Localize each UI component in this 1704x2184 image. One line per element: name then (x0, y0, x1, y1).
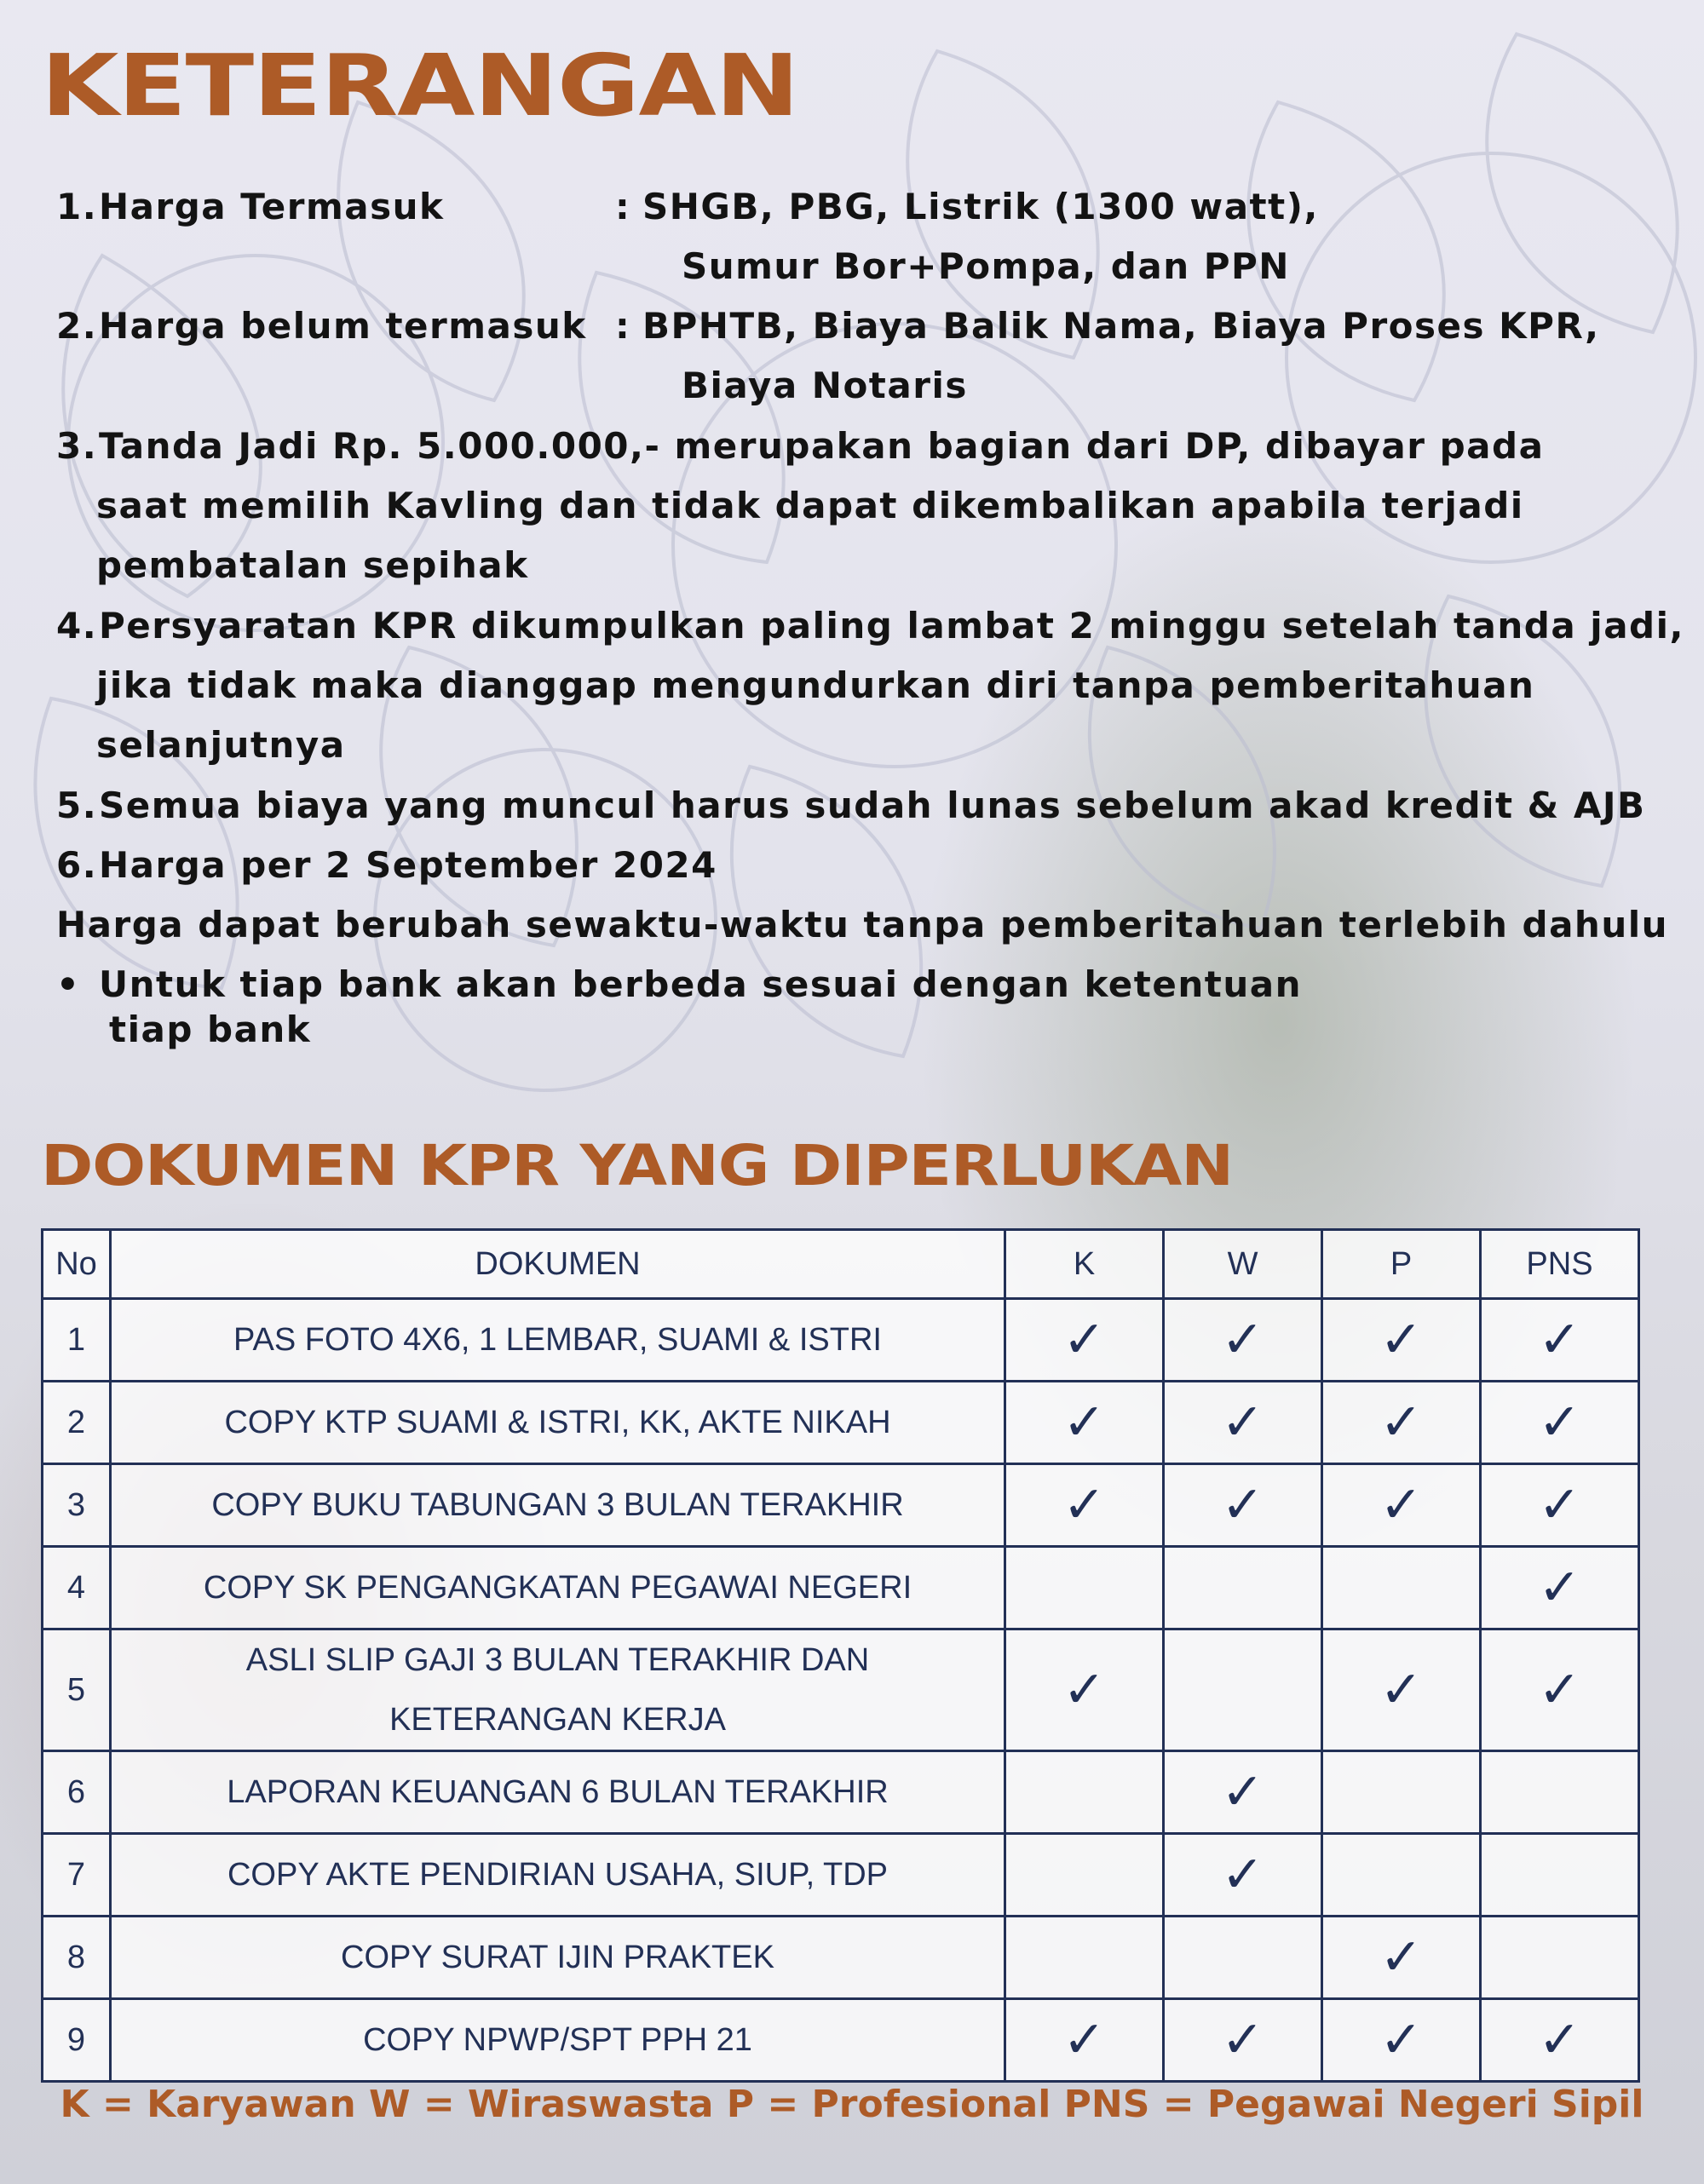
document-name-line: COPY SK PENGANGKATAN PEGAWAI NEGERI (203, 1570, 912, 1606)
cell-p (1322, 1629, 1481, 1751)
check-icon: ✓ (1062, 1310, 1106, 1370)
document-name (111, 1629, 1005, 1751)
check-icon: ✓ (1221, 1393, 1264, 1452)
row-number: 2 (43, 1382, 111, 1464)
check-icon: ✓ (1538, 1393, 1581, 1452)
document-name-line: COPY KTP SUAMI & ISTRI, KK, AKTE NIKAH (224, 1405, 891, 1440)
check-icon: ✓ (1379, 1393, 1423, 1452)
note-item-5 (0, 785, 1704, 827)
check-icon: ✓ (1062, 1660, 1106, 1720)
check-icon: ✓ (1221, 1310, 1264, 1370)
cell-k (1005, 1629, 1164, 1751)
cell-p (1322, 1834, 1481, 1917)
document-name (111, 1382, 1005, 1464)
check-icon: ✓ (1538, 2010, 1581, 2070)
cell-p (1322, 1751, 1481, 1834)
cell-w (1164, 1999, 1322, 2082)
cell-w (1164, 1547, 1322, 1629)
note-item-1-continued: Sumur Bor+Pompa, dan PPN (682, 245, 1290, 287)
item-label: Harga Termasuk (99, 186, 445, 227)
note-item-4 (0, 605, 1704, 647)
document-name-line: COPY BUKU TABUNGAN 3 BULAN TERAKHIR (211, 1487, 904, 1523)
document-name (111, 1834, 1005, 1917)
check-icon: ✓ (1062, 1475, 1106, 1535)
check-icon: ✓ (1062, 1393, 1106, 1452)
document-name (111, 1299, 1005, 1382)
cell-k (1005, 1751, 1164, 1834)
cell-w (1164, 1382, 1322, 1464)
document-name-line: COPY AKTE PENDIRIAN USAHA, SIUP, TDP (227, 1857, 888, 1893)
check-icon: ✓ (1538, 1558, 1581, 1618)
item-number: 4. (56, 605, 98, 647)
document-name (111, 1547, 1005, 1629)
price-change-note: Harga dapat berubah sewaktu-waktu tanpa pemberitahuan terlebih dahulu (56, 904, 1669, 945)
note-item-2-continued: Biaya Notaris (682, 365, 968, 406)
document-name (111, 1464, 1005, 1547)
row-number: 5 (43, 1629, 111, 1751)
section-title-dokumen: DOKUMEN KPR YANG DIPERLUKAN (41, 1133, 1233, 1198)
document-name-line: PAS FOTO 4X6, 1 LEMBAR, SUAMI & ISTRI (233, 1322, 882, 1358)
check-icon: ✓ (1538, 1310, 1581, 1370)
document-name-line: KETERANGAN KERJA (389, 1702, 726, 1738)
cell-k (1005, 1917, 1164, 1999)
cell-pns (1481, 1629, 1639, 1751)
item-colon: : (615, 305, 631, 347)
check-icon: ✓ (1379, 1928, 1423, 1987)
table-row (43, 1299, 1639, 1382)
cell-w (1164, 1751, 1322, 1834)
table-body (43, 1299, 1639, 2082)
item-label: Harga belum termasuk (99, 305, 587, 347)
table-row (43, 1629, 1639, 1751)
header-p: P (1322, 1230, 1481, 1299)
section-title-keterangan: KETERANGAN (41, 36, 799, 135)
cell-k (1005, 1299, 1164, 1382)
legend: K = Karyawan W = Wiraswasta P = Profesional PNS = Pegawai Negeri Sipil (60, 2083, 1644, 2126)
bullet-icon: • (56, 963, 81, 1005)
cell-k (1005, 1547, 1164, 1629)
document-name-line: LAPORAN KEUANGAN 6 BULAN TERAKHIR (227, 1774, 889, 1810)
item-text: Persyaratan KPR dikumpulkan paling lambat 2 minggu setelah tanda jadi, (99, 605, 1684, 647)
bullet-note (0, 963, 1704, 1006)
check-icon: ✓ (1221, 2010, 1264, 2070)
note-item-2 (0, 305, 1704, 348)
cell-pns (1481, 1834, 1639, 1917)
document-name (111, 1999, 1005, 2082)
check-icon: ✓ (1221, 1475, 1264, 1535)
cell-w (1164, 1299, 1322, 1382)
header-no: No (43, 1230, 111, 1299)
item-number: 1. (56, 186, 98, 227)
header-dokumen: DOKUMEN (111, 1230, 1005, 1299)
cell-pns (1481, 1464, 1639, 1547)
cell-p (1322, 1299, 1481, 1382)
document-table (41, 1228, 1640, 2083)
table-row (43, 1751, 1639, 1834)
cell-k (1005, 1834, 1164, 1917)
document-name-line: COPY SURAT IJIN PRAKTEK (341, 1940, 774, 1975)
table-row (43, 1999, 1639, 2082)
cell-pns (1481, 1547, 1639, 1629)
note-item-4-line-2: jika tidak maka dianggap mengundurkan diri tanpa pemberitahuan (96, 664, 1535, 706)
check-icon: ✓ (1379, 1475, 1423, 1535)
check-icon: ✓ (1538, 1475, 1581, 1535)
check-icon: ✓ (1221, 1762, 1264, 1822)
header-pns: PNS (1481, 1230, 1639, 1299)
check-icon: ✓ (1221, 1845, 1264, 1905)
table-row (43, 1834, 1639, 1917)
item-text: BPHTB, Biaya Balik Nama, Biaya Proses KPR, (642, 305, 1600, 347)
row-number: 7 (43, 1834, 111, 1917)
item-text: Semua biaya yang muncul harus sudah lunas sebelum akad kredit & AJB (99, 785, 1646, 826)
row-number: 6 (43, 1751, 111, 1834)
header-w: W (1164, 1230, 1322, 1299)
row-number: 3 (43, 1464, 111, 1547)
table-row (43, 1464, 1639, 1547)
note-item-3-line-2: saat memilih Kavling dan tidak dapat dikembalikan apabila terjadi (96, 485, 1524, 526)
cell-k (1005, 1999, 1164, 2082)
item-number: 5. (56, 785, 98, 826)
note-item-1 (0, 186, 1704, 228)
bullet-note-line-2: tiap bank (109, 1009, 312, 1050)
cell-p (1322, 1999, 1481, 2082)
note-item-6 (0, 844, 1704, 887)
cell-pns (1481, 1299, 1639, 1382)
cell-k (1005, 1464, 1164, 1547)
table-row (43, 1917, 1639, 1999)
cell-p (1322, 1464, 1481, 1547)
check-icon: ✓ (1379, 2010, 1423, 2070)
row-number: 1 (43, 1299, 111, 1382)
document-name (111, 1751, 1005, 1834)
bullet-text: Untuk tiap bank akan berbeda sesuai dengan ketentuan (99, 963, 1302, 1005)
cell-k (1005, 1382, 1164, 1464)
row-number: 9 (43, 1999, 111, 2082)
check-icon: ✓ (1062, 2010, 1106, 2070)
item-text: Harga per 2 September 2024 (99, 844, 717, 886)
item-number: 6. (56, 844, 98, 886)
item-text: Tanda Jadi Rp. 5.000.000,- merupakan bagian dari DP, dibayar pada (99, 425, 1545, 467)
note-item-3-line-3: pembatalan sepihak (96, 544, 529, 586)
table-header-row (43, 1230, 1639, 1299)
cell-pns (1481, 1382, 1639, 1464)
cell-p (1322, 1547, 1481, 1629)
row-number: 8 (43, 1917, 111, 1999)
note-item-3 (0, 425, 1704, 468)
document-name-line: ASLI SLIP GAJI 3 BULAN TERAKHIR DAN (245, 1642, 870, 1678)
cell-w (1164, 1629, 1322, 1751)
item-text: SHGB, PBG, Listrik (1300 watt), (642, 186, 1319, 227)
item-number: 3. (56, 425, 98, 467)
item-number: 2. (56, 305, 98, 347)
cell-pns (1481, 1999, 1639, 2082)
item-colon: : (615, 186, 631, 227)
cell-p (1322, 1917, 1481, 1999)
check-icon: ✓ (1379, 1660, 1423, 1720)
cell-w (1164, 1834, 1322, 1917)
table-row (43, 1382, 1639, 1464)
cell-w (1164, 1464, 1322, 1547)
cell-pns (1481, 1751, 1639, 1834)
cell-w (1164, 1917, 1322, 1999)
check-icon: ✓ (1538, 1660, 1581, 1720)
cell-pns (1481, 1917, 1639, 1999)
row-number: 4 (43, 1547, 111, 1629)
cell-p (1322, 1382, 1481, 1464)
check-icon: ✓ (1379, 1310, 1423, 1370)
note-item-4-line-3: selanjutnya (96, 724, 346, 766)
document-name (111, 1917, 1005, 1999)
document-name-line: COPY NPWP/SPT PPH 21 (363, 2022, 752, 2058)
header-k: K (1005, 1230, 1164, 1299)
table-row (43, 1547, 1639, 1629)
